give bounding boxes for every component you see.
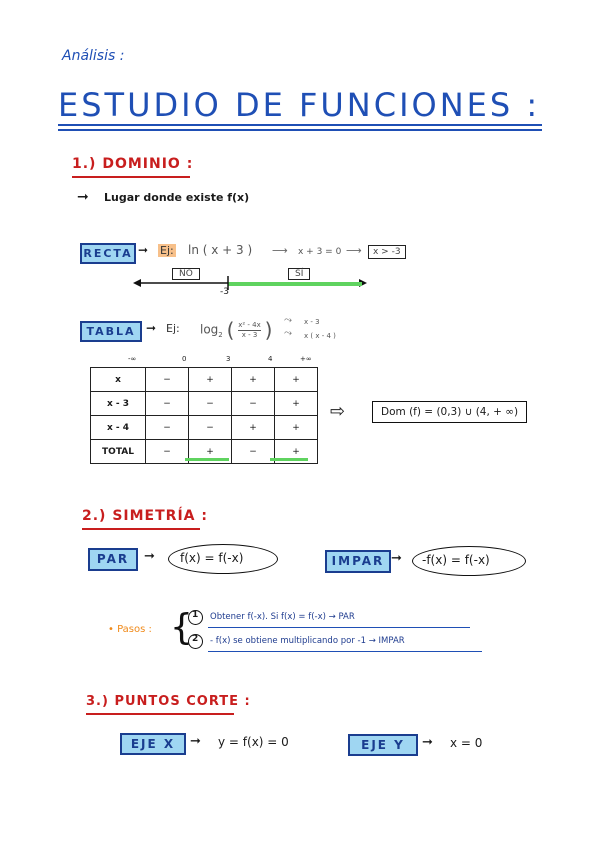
fraction-denominator: x - 3: [241, 330, 258, 339]
sign-table: [90, 367, 318, 464]
arrow-icon: ➞: [190, 734, 201, 749]
col-marker: 3: [226, 355, 231, 363]
result-box: x > -3: [368, 245, 406, 259]
si-label: SÍ: [288, 268, 310, 280]
table-cell: +: [275, 440, 318, 464]
arrow-icon: ➞: [422, 735, 433, 750]
table-cell: −: [146, 368, 189, 392]
table-row: [91, 416, 318, 440]
step-2-text: - f(x) se obtiene multiplicando por -1 → IMPAR: [210, 636, 405, 646]
arrow-icon: ➞: [138, 243, 149, 257]
par-label: PAR: [88, 548, 138, 571]
section-dominio-heading: 1.) DOMINIO :: [72, 156, 194, 172]
table-cell: −: [146, 440, 189, 464]
implies-arrow-icon: ⇨: [330, 401, 346, 422]
title-rule-1: [58, 124, 542, 126]
step-number-2-text: 2: [192, 634, 199, 644]
heading-underline: [82, 528, 200, 530]
step-underline: [208, 651, 482, 652]
col-marker: 4: [268, 355, 273, 363]
heading-underline: [86, 713, 234, 715]
row-label: TOTAL: [91, 440, 146, 464]
table-row: [91, 368, 318, 392]
branch-2: x ( x - 4 ): [304, 332, 336, 340]
impar-label: IMPAR: [325, 550, 391, 573]
heading-underline: [72, 176, 190, 178]
arrow-icon: ➞: [77, 189, 89, 205]
pasos-label: • Pasos :: [108, 624, 152, 635]
table-cell: +: [275, 368, 318, 392]
table-cell: +: [232, 368, 275, 392]
no-label: NO: [172, 268, 200, 280]
recta-label: RECTA: [80, 243, 136, 264]
row-label: x - 3: [91, 392, 146, 416]
branch-arrow-icon: ⤳: [284, 328, 292, 339]
section-simetria-heading: 2.) SIMETRÍA :: [82, 508, 208, 524]
table-cell: −: [146, 392, 189, 416]
arrow-icon: ➞: [391, 551, 402, 566]
ln-expression: ln ( x + 3 ): [188, 243, 253, 257]
eje-y-label: EJE Y: [348, 734, 418, 756]
ej-label: Ej:: [160, 244, 174, 257]
par-equation: f(x) = f(-x): [180, 551, 244, 565]
arrow-icon: ⟶: [346, 244, 362, 257]
table-cell: −: [189, 416, 232, 440]
table-row: [91, 392, 318, 416]
row-label: x: [91, 368, 146, 392]
step-number-1-text: 1: [192, 610, 199, 620]
fraction-numerator: x² - 4x: [238, 320, 261, 329]
section-puntos-corte-heading: 3.) PUNTOS CORTE :: [86, 694, 251, 709]
tabla-label: TABLA: [80, 321, 142, 342]
positive-interval-marker: [270, 458, 308, 461]
number-line: [130, 264, 370, 304]
col-marker: -∞: [128, 355, 137, 363]
subtitle: Análisis :: [62, 48, 125, 64]
table-cell: +: [189, 440, 232, 464]
log-text: log: [200, 322, 219, 337]
table-cell: +: [189, 368, 232, 392]
col-marker: +∞: [300, 355, 312, 363]
arrow-icon: ➞: [146, 321, 157, 335]
branch-arrow-icon: ⤳: [284, 315, 292, 326]
positive-interval-marker: [185, 458, 229, 461]
eje-x-label: EJE X: [120, 733, 186, 755]
table-cell: +: [232, 416, 275, 440]
table-cell: −: [189, 392, 232, 416]
log-expression: $\log_2$ ( $\frac{\text{x² - 4x}}{x - 3}$ ): [200, 318, 273, 342]
step-1-text: Obtener f(-x). Si f(x) = f(-x) → PAR: [210, 612, 355, 622]
col-marker: 0: [182, 355, 187, 363]
table-cell: −: [232, 440, 275, 464]
table-cell: −: [146, 416, 189, 440]
step-underline: [208, 627, 470, 628]
brace-icon: {: [170, 607, 193, 648]
branch-1: x - 3: [304, 318, 320, 326]
impar-equation: -f(x) = f(-x): [422, 553, 490, 567]
eje-x-equation: y = f(x) = 0: [218, 735, 289, 749]
eje-y-equation: x = 0: [450, 736, 483, 750]
page-title: ESTUDIO DE FUNCIONES :: [58, 86, 541, 124]
title-rule-2: [58, 129, 542, 131]
table-cell: +: [275, 392, 318, 416]
tick-label: -3: [220, 287, 229, 297]
arrow-icon: ➞: [144, 549, 155, 564]
row-label: x - 4: [91, 416, 146, 440]
definition-text: Lugar donde existe f(x): [104, 191, 250, 204]
arrow-icon: ⟶: [272, 244, 288, 257]
ej-label: Ej:: [166, 322, 180, 335]
table-cell: +: [275, 416, 318, 440]
domain-result-box: Dom (f) = (0,3) ∪ (4, + ∞): [372, 401, 527, 423]
equation: x + 3 = 0: [298, 247, 342, 257]
log-base: 2: [218, 330, 223, 339]
table-cell: −: [232, 392, 275, 416]
